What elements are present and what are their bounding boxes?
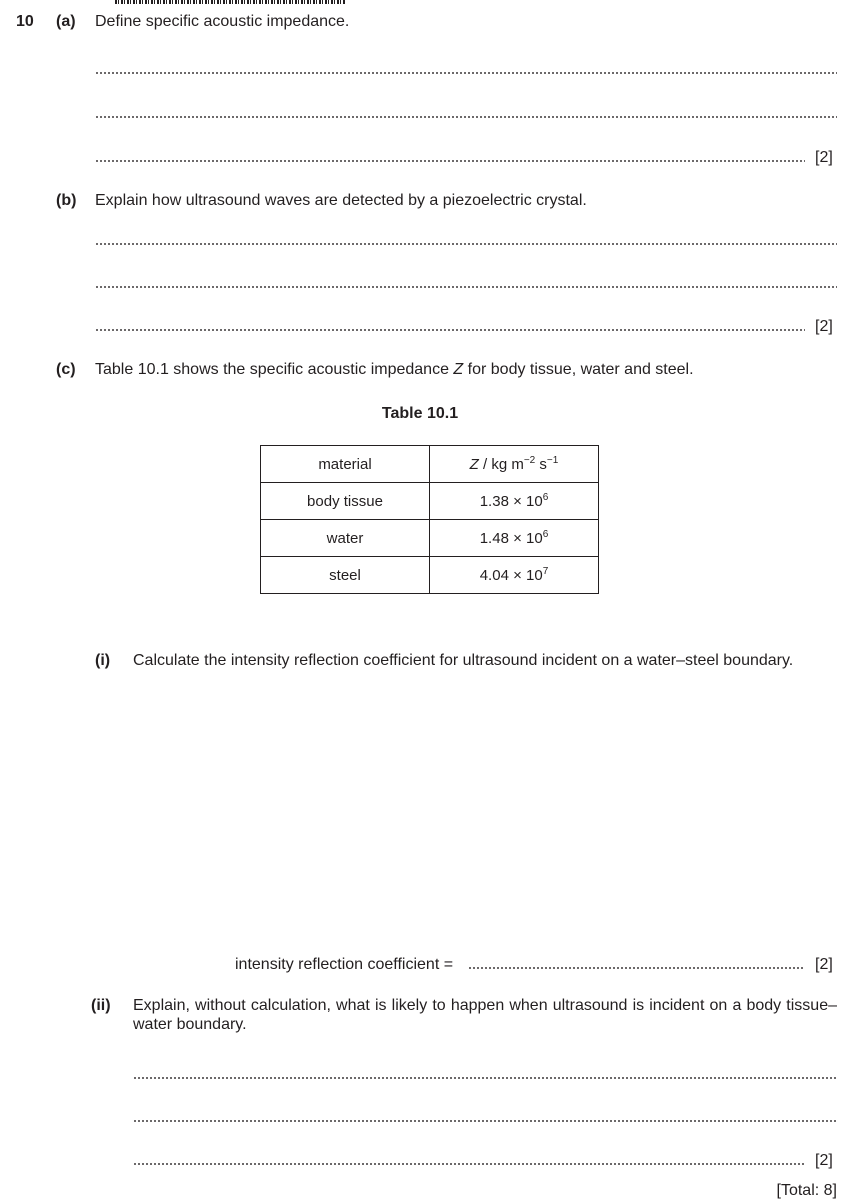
marks-a: [2] — [815, 149, 833, 166]
table-row — [261, 483, 599, 520]
table-row — [261, 557, 599, 594]
answer-line[interactable] — [133, 1077, 837, 1079]
answer-line[interactable] — [95, 160, 805, 162]
cell-impedance: $1.48 \times 10^6$ — [430, 520, 599, 557]
cell-material: steel — [261, 557, 430, 594]
marks-ci: [2] — [815, 956, 833, 973]
table-row — [261, 520, 599, 557]
cell-material: water — [261, 520, 430, 557]
part-a-text: Define specific acoustic impedance. — [95, 13, 350, 30]
part-c-intro: Table 10.1 shows the specific acoustic impedance Z for body tissue, water and steel. — [95, 361, 694, 378]
barcode — [115, 0, 345, 4]
part-ci-label: (i) — [95, 652, 111, 669]
part-cii-text: Explain, without calculation, what is likely to happen when ultrasound is incident on a body tissue–water boundary. — [133, 997, 837, 1033]
table-header-row — [261, 446, 599, 483]
cell-material: body tissue — [261, 483, 430, 520]
total-marks: [Total: 8] — [776, 1182, 837, 1199]
part-a-label: (a) — [56, 13, 76, 30]
answer-line[interactable] — [133, 1163, 805, 1165]
header-material: material — [261, 446, 430, 483]
part-b-label: (b) — [56, 192, 77, 209]
table-caption: Table 10.1 — [381, 405, 459, 422]
answer-line[interactable] — [95, 116, 837, 118]
part-cii-label: (ii) — [91, 997, 111, 1014]
answer-line[interactable] — [95, 286, 837, 288]
impedance-table — [260, 445, 599, 594]
answer-line[interactable] — [95, 329, 805, 331]
part-ci-text: Calculate the intensity reflection coefficient for ultrasound incident on a water–steel boundary. — [133, 652, 794, 669]
cell-impedance: $4.04 \times 10^7$ — [430, 557, 599, 594]
part-b-text: Explain how ultrasound waves are detected by a piezoelectric crystal. — [95, 192, 587, 209]
question-number: 10 — [16, 13, 34, 30]
answer-line[interactable] — [133, 1120, 837, 1122]
marks-cii: [2] — [815, 1152, 833, 1169]
header-impedance: Z / kg $m^{-2}$ $s^{-1}$ — [430, 446, 599, 483]
cell-impedance: $1.38 \times 10^6$ — [430, 483, 599, 520]
marks-b: [2] — [815, 318, 833, 335]
answer-line[interactable] — [468, 967, 805, 969]
answer-label: intensity reflection coefficient = — [235, 956, 454, 973]
answer-line[interactable] — [95, 72, 837, 74]
part-c-label: (c) — [56, 361, 76, 378]
answer-line[interactable] — [95, 243, 837, 245]
